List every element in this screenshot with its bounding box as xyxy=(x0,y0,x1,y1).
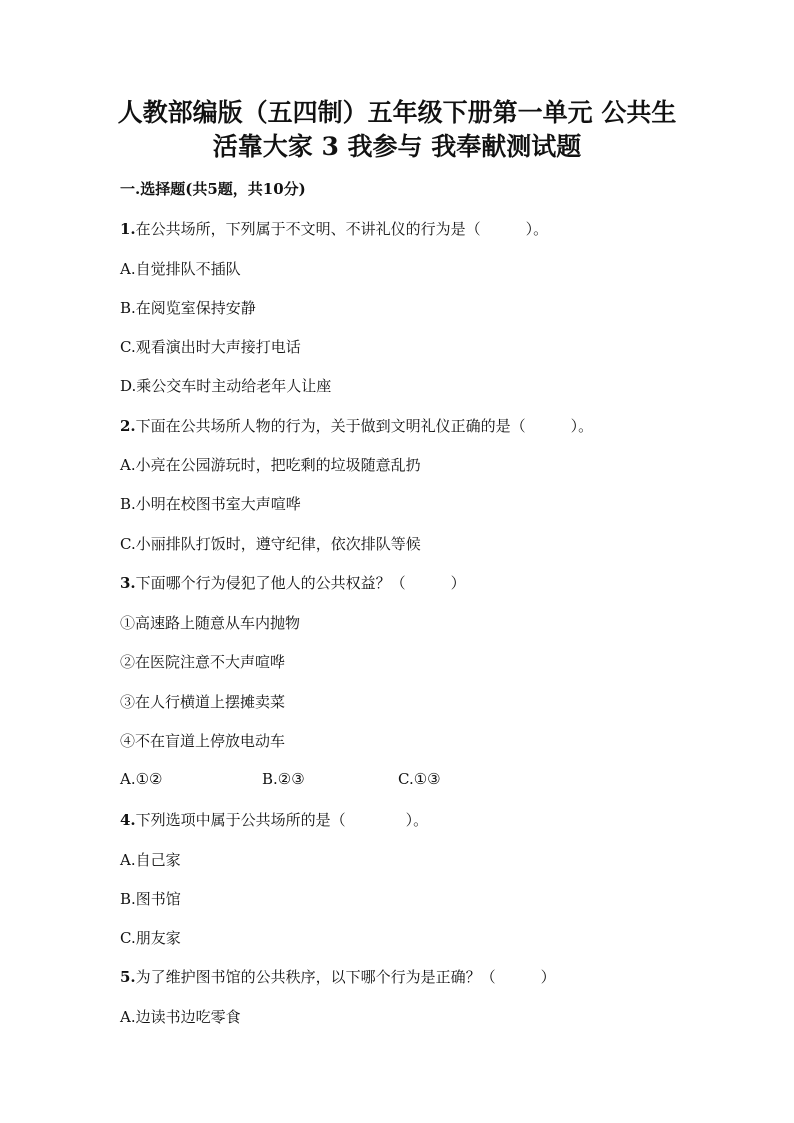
question-4-option-a: A.自己家 xyxy=(120,851,181,869)
question-1-option-d: D.乘公交车时主动给老年人让座 xyxy=(120,377,332,395)
document-title xyxy=(100,96,694,164)
question-2-option-c: C.小丽排队打饭时，遵守纪律，依次排队等候 xyxy=(120,535,421,553)
question-text: 为了维护图书馆的公共秩序，以下哪个行为是正确？（ ） xyxy=(135,968,556,986)
question-text: 下面哪个行为侵犯了他人的公共权益？（ ） xyxy=(135,574,466,592)
question-number: 4. xyxy=(120,811,136,829)
question-text: 下面在公共场所人物的行为，关于做到文明礼仪正确的是（ ）。 xyxy=(135,417,594,435)
question-3-statement-3: ③在人行横道上摆摊卖菜 xyxy=(120,693,286,711)
title-line-1: 人教部编版（五四制）五年级下册第一单元 公共生 xyxy=(117,98,677,127)
question-3-option-b: B.②③ xyxy=(262,770,305,788)
question-text: 在公共场所，下列属于不文明、不讲礼仪的行为是（ ）。 xyxy=(135,220,549,238)
question-2 xyxy=(120,415,593,436)
question-3-statement-2: ②在医院注意不大声喧哗 xyxy=(120,653,286,671)
question-4-option-b: B.图书馆 xyxy=(120,890,181,908)
question-1-option-b: B.在阅览室保持安静 xyxy=(120,299,256,317)
question-3-options xyxy=(120,770,441,788)
question-1-option-c: C.观看演出时大声接打电话 xyxy=(120,338,301,356)
question-5-option-a: A.边读书边吃零食 xyxy=(120,1008,241,1026)
question-number: 3. xyxy=(120,574,136,592)
question-number: 5. xyxy=(120,968,136,986)
question-3-statement-1: ①高速路上随意从车内抛物 xyxy=(120,614,301,632)
question-1-option-a: A.自觉排队不插队 xyxy=(120,260,241,278)
question-3-statement-4: ④不在盲道上停放电动车 xyxy=(120,732,286,750)
question-1 xyxy=(120,218,548,239)
question-5 xyxy=(120,966,556,987)
question-3-option-c: C.①③ xyxy=(398,770,441,788)
question-text: 下列选项中属于公共场所的是（ ）。 xyxy=(135,811,429,829)
question-3-option-a: A.①② xyxy=(120,770,163,788)
section-heading-choice: 一.选择题(共5题，共10分) xyxy=(120,180,306,198)
question-2-option-b: B.小明在校图书室大声喧哗 xyxy=(120,495,301,513)
title-line-2: 活靠大家 3 我参与 我奉献测试题 xyxy=(212,132,582,161)
question-3 xyxy=(120,572,466,593)
question-2-option-a: A.小亮在公园游玩时，把吃剩的垃圾随意乱扔 xyxy=(120,456,421,474)
question-number: 2. xyxy=(120,417,136,435)
question-4 xyxy=(120,809,428,830)
question-4-option-c: C.朋友家 xyxy=(120,929,181,947)
question-number: 1. xyxy=(120,220,136,238)
